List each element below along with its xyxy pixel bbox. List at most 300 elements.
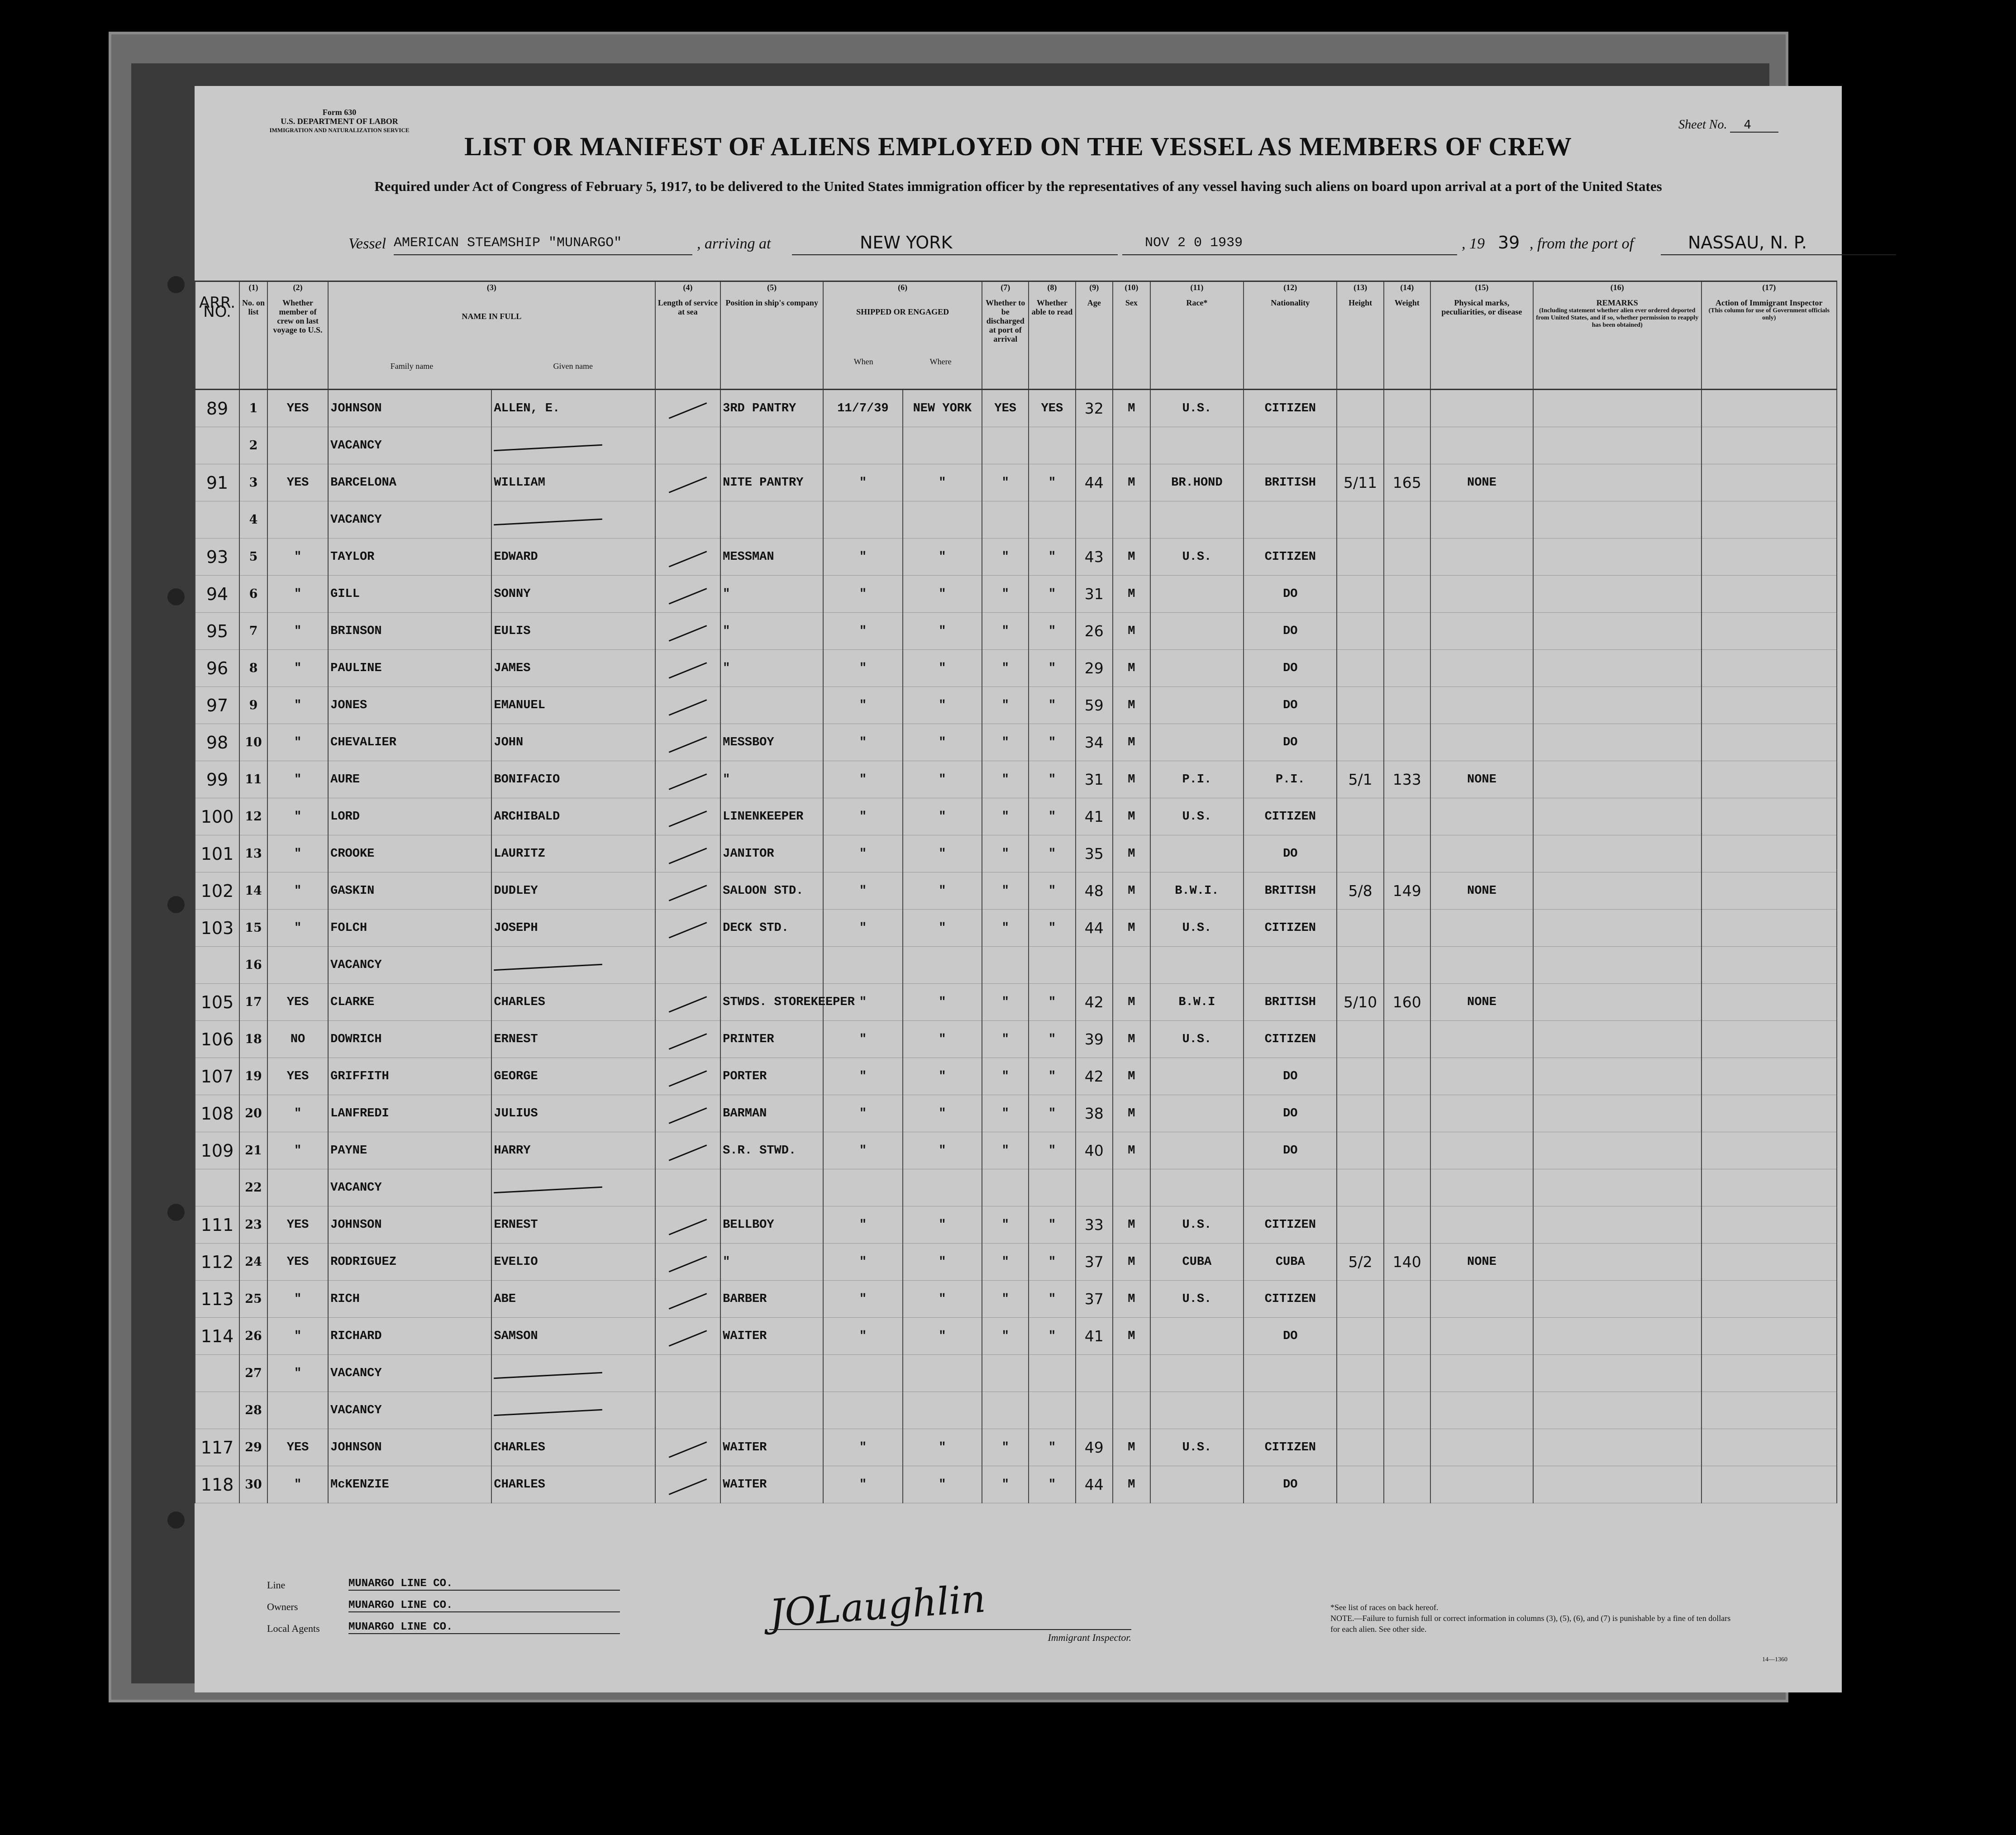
cell-given-name: CHARLES [491, 1429, 655, 1466]
cell-inspector-action [1701, 613, 1837, 650]
cell-age: 38 [1076, 1095, 1113, 1132]
line-value: MUNARGO LINE CO. [348, 1578, 620, 1591]
cell-position [720, 1169, 823, 1206]
cell-able-to-read: " [1029, 464, 1075, 501]
cell-physical-marks [1430, 1429, 1533, 1466]
cell-remarks [1533, 1429, 1701, 1466]
cell-physical-marks [1430, 1095, 1533, 1132]
cell-height [1337, 1169, 1383, 1206]
cell-shipped-where [903, 1392, 982, 1429]
arriving-port: NEW YORK [860, 233, 953, 253]
cell-inspector-action [1701, 1466, 1837, 1503]
cell-able-to-read: " [1029, 650, 1075, 687]
cell-sex: M [1113, 1466, 1150, 1503]
cell-shipped-when: " [823, 576, 902, 613]
cell-nationality: CITIZEN [1244, 1429, 1337, 1466]
cell-physical-marks [1430, 1281, 1533, 1318]
cell-weight [1384, 910, 1430, 947]
cell-arr-no: 113 [195, 1281, 239, 1318]
cell-age: 42 [1076, 1058, 1113, 1095]
vessel-name: AMERICAN STEAMSHIP "MUNARGO" [394, 235, 622, 251]
cell-physical-marks [1430, 1392, 1533, 1429]
check-stroke [669, 773, 707, 790]
cell-nationality: DO [1244, 1095, 1337, 1132]
cell-arr-no: 106 [195, 1021, 239, 1058]
cell-inspector-action [1701, 1095, 1837, 1132]
cell-inspector-action [1701, 947, 1837, 984]
table-row [195, 1169, 1837, 1206]
binder-hole [167, 276, 185, 293]
cell-inspector-action [1701, 1244, 1837, 1281]
cell-position: " [720, 1244, 823, 1281]
cell-able-to-read: " [1029, 984, 1075, 1021]
cell-given-name: JOHN [491, 724, 655, 761]
cell-remarks [1533, 539, 1701, 576]
check-stroke [669, 922, 707, 938]
table-row [195, 1244, 1837, 1281]
cell-list-no: 5 [239, 539, 267, 576]
cell-list-no: 13 [239, 835, 267, 872]
cell-sex: M [1113, 687, 1150, 724]
cell-nationality: DO [1244, 687, 1337, 724]
cell-discharged: " [982, 539, 1029, 576]
cell-position: MESSBOY [720, 724, 823, 761]
cell-arr-no: 96 [195, 650, 239, 687]
cell-remarks [1533, 1021, 1701, 1058]
cell-shipped-when [823, 1392, 902, 1429]
cell-given-name: ABE [491, 1281, 655, 1318]
cell-height [1337, 687, 1383, 724]
cell-inspector-action [1701, 910, 1837, 947]
cell-sex [1113, 427, 1150, 464]
cell-height [1337, 501, 1383, 539]
cell-height [1337, 1281, 1383, 1318]
cell-position: " [720, 576, 823, 613]
cell-family-name: RICH [328, 1281, 491, 1318]
cell-physical-marks [1430, 1132, 1533, 1169]
cell-position: 3RD PANTRY [720, 390, 823, 427]
cell-inspector-action [1701, 1058, 1837, 1095]
footer-notes [1330, 1602, 1738, 1635]
cell-able-to-read: " [1029, 1021, 1075, 1058]
col-nationality: Nationality [1244, 294, 1337, 390]
cell-sex: M [1113, 761, 1150, 798]
col-where: Where [929, 357, 952, 366]
cell-height [1337, 539, 1383, 576]
cell-remarks [1533, 1206, 1701, 1244]
cell-family-name: VACANCY [328, 427, 491, 464]
cell-inspector-action [1701, 724, 1837, 761]
cell-last-voyage: " [267, 1355, 328, 1392]
cell-age [1076, 947, 1113, 984]
blank-stroke [494, 444, 602, 451]
cell-sex: M [1113, 539, 1150, 576]
check-stroke [669, 885, 707, 901]
cell-weight [1384, 1466, 1430, 1503]
check-stroke [669, 625, 707, 641]
column-number-row: (1) (2) (3) (4) (5) (6) (7) (8) (9) (10) (11) (12) (13) (14) (15) (16) (17) [195, 281, 1837, 294]
cell-able-to-read: " [1029, 576, 1075, 613]
cell-shipped-where: " [903, 835, 982, 872]
cell-list-no: 29 [239, 1429, 267, 1466]
cell-family-name: BARCELONA [328, 464, 491, 501]
cell-family-name: CLARKE [328, 984, 491, 1021]
sheet-value: 4 [1730, 118, 1778, 133]
check-stroke [669, 1441, 707, 1458]
cell-shipped-when [823, 427, 902, 464]
cell-height [1337, 576, 1383, 613]
cell-nationality: CUBA [1244, 1244, 1337, 1281]
cell-position: " [720, 761, 823, 798]
cell-nationality: CITIZEN [1244, 798, 1337, 835]
cell-list-no: 10 [239, 724, 267, 761]
cell-inspector-action [1701, 835, 1837, 872]
cell-nationality [1244, 501, 1337, 539]
check-stroke [669, 699, 707, 715]
cell-shipped-where: " [903, 1429, 982, 1466]
cell-inspector-action [1701, 539, 1837, 576]
cell-position: JANITOR [720, 835, 823, 872]
cell-list-no: 15 [239, 910, 267, 947]
cell-discharged: " [982, 464, 1029, 501]
cell-physical-marks [1430, 613, 1533, 650]
cell-list-no: 12 [239, 798, 267, 835]
from-label: , from the port of [1530, 235, 1634, 252]
cell-given-name [491, 1169, 655, 1206]
cell-age: 37 [1076, 1281, 1113, 1318]
cell-last-voyage: YES [267, 1206, 328, 1244]
check-stroke [669, 662, 707, 678]
crew-table [195, 281, 1837, 1503]
cell-height: 5/11 [1337, 464, 1383, 501]
cell-shipped-when: " [823, 1429, 902, 1466]
table-row [195, 1429, 1837, 1466]
cell-last-voyage [267, 427, 328, 464]
table-row [195, 947, 1837, 984]
cell-shipped-where [903, 1169, 982, 1206]
cell-age: 33 [1076, 1206, 1113, 1244]
cell-weight [1384, 576, 1430, 613]
cell-sex: M [1113, 1244, 1150, 1281]
cell-weight [1384, 613, 1430, 650]
cell-shipped-when [823, 947, 902, 984]
cell-length-service [655, 539, 721, 576]
cell-race: U.S. [1150, 390, 1244, 427]
cell-physical-marks: NONE [1430, 1244, 1533, 1281]
cell-sex: M [1113, 390, 1150, 427]
cell-age: 26 [1076, 613, 1113, 650]
sheet-number [1678, 118, 1778, 132]
cell-position [720, 687, 823, 724]
cell-length-service [655, 1095, 721, 1132]
cell-last-voyage [267, 947, 328, 984]
col-shipped: SHIPPED OR ENGAGED When Where [823, 294, 982, 390]
cell-discharged [982, 1392, 1029, 1429]
cell-given-name: SAMSON [491, 1318, 655, 1355]
cell-able-to-read: " [1029, 1206, 1075, 1244]
cell-sex: M [1113, 910, 1150, 947]
cell-age: 42 [1076, 984, 1113, 1021]
cell-family-name: LANFREDI [328, 1095, 491, 1132]
cell-last-voyage [267, 1169, 328, 1206]
cell-position: PRINTER [720, 1021, 823, 1058]
cell-length-service [655, 1021, 721, 1058]
cell-inspector-action [1701, 576, 1837, 613]
cell-physical-marks [1430, 427, 1533, 464]
cell-nationality: DO [1244, 835, 1337, 872]
cell-last-voyage: YES [267, 1429, 328, 1466]
cell-discharged: " [982, 1244, 1029, 1281]
cell-last-voyage: YES [267, 1244, 328, 1281]
cell-physical-marks [1430, 910, 1533, 947]
cell-position: SALOON STD. [720, 872, 823, 910]
cell-weight [1384, 947, 1430, 984]
check-stroke [669, 588, 707, 604]
cell-nationality: CITIZEN [1244, 539, 1337, 576]
cell-shipped-when [823, 1169, 902, 1206]
cell-discharged: " [982, 687, 1029, 724]
cell-arr-no: 89 [195, 390, 239, 427]
cell-age: 43 [1076, 539, 1113, 576]
cell-sex: M [1113, 1021, 1150, 1058]
cell-discharged: " [982, 984, 1029, 1021]
cell-age: 31 [1076, 761, 1113, 798]
cell-physical-marks [1430, 1355, 1533, 1392]
cell-shipped-where: " [903, 1244, 982, 1281]
table-row [195, 984, 1837, 1021]
cell-remarks [1533, 427, 1701, 464]
cell-weight [1384, 1169, 1430, 1206]
cell-given-name: WILLIAM [491, 464, 655, 501]
cell-physical-marks [1430, 1058, 1533, 1095]
cell-remarks [1533, 1132, 1701, 1169]
cell-remarks [1533, 1058, 1701, 1095]
cell-length-service [655, 724, 721, 761]
cell-shipped-where: " [903, 464, 982, 501]
cell-nationality: CITIZEN [1244, 1021, 1337, 1058]
cell-able-to-read: " [1029, 910, 1075, 947]
cell-race [1150, 613, 1244, 650]
cell-nationality: CITIZEN [1244, 390, 1337, 427]
cell-nationality: BRITISH [1244, 984, 1337, 1021]
cell-list-no: 27 [239, 1355, 267, 1392]
cell-last-voyage: " [267, 687, 328, 724]
cell-last-voyage: YES [267, 984, 328, 1021]
cell-shipped-when: " [823, 1281, 902, 1318]
cell-remarks [1533, 1244, 1701, 1281]
cell-position [720, 1355, 823, 1392]
cell-race [1150, 724, 1244, 761]
cell-given-name: CHARLES [491, 984, 655, 1021]
penalty-note: NOTE.—Failure to furnish full or correct information in columns (3), (5), (6), and (7) is punishable by a fine of ten dollars for each alien. See other side. [1330, 1614, 1731, 1634]
cell-shipped-where: " [903, 1058, 982, 1095]
cell-position [720, 1392, 823, 1429]
cell-weight: 149 [1384, 872, 1430, 910]
col-read: Whether able to read [1029, 294, 1075, 390]
cell-nationality: CITIZEN [1244, 1206, 1337, 1244]
cell-list-no: 21 [239, 1132, 267, 1169]
cell-weight [1384, 1429, 1430, 1466]
cell-discharged: " [982, 910, 1029, 947]
cell-able-to-read: " [1029, 1466, 1075, 1503]
cell-given-name: EULIS [491, 613, 655, 650]
cell-remarks [1533, 1318, 1701, 1355]
owners-value: MUNARGO LINE CO. [348, 1599, 620, 1612]
cell-length-service [655, 1355, 721, 1392]
cell-physical-marks [1430, 1169, 1533, 1206]
cell-weight [1384, 724, 1430, 761]
cell-length-service [655, 835, 721, 872]
cell-arr-no: 114 [195, 1318, 239, 1355]
table-row [195, 1281, 1837, 1318]
cell-arr-no: 105 [195, 984, 239, 1021]
manifest-page [195, 86, 1842, 1692]
cell-physical-marks [1430, 650, 1533, 687]
cell-given-name: ALLEN, E. [491, 390, 655, 427]
cell-last-voyage: " [267, 761, 328, 798]
cell-list-no: 8 [239, 650, 267, 687]
cell-able-to-read [1029, 947, 1075, 984]
cell-sex: M [1113, 1429, 1150, 1466]
cell-remarks [1533, 798, 1701, 835]
cell-discharged: " [982, 872, 1029, 910]
cell-arr-no [195, 501, 239, 539]
cell-last-voyage: " [267, 1281, 328, 1318]
cell-shipped-where [903, 427, 982, 464]
cell-position: " [720, 613, 823, 650]
cell-height [1337, 1021, 1383, 1058]
cell-length-service [655, 984, 721, 1021]
cell-race: BR.HOND [1150, 464, 1244, 501]
table-row [195, 613, 1837, 650]
cell-last-voyage: " [267, 1466, 328, 1503]
table-row [195, 910, 1837, 947]
cell-list-no: 6 [239, 576, 267, 613]
cell-list-no: 26 [239, 1318, 267, 1355]
check-stroke [669, 736, 707, 753]
cell-able-to-read [1029, 427, 1075, 464]
cell-given-name: DUDLEY [491, 872, 655, 910]
cell-given-name: JAMES [491, 650, 655, 687]
cell-physical-marks [1430, 835, 1533, 872]
cell-sex [1113, 947, 1150, 984]
cell-sex: M [1113, 1281, 1150, 1318]
form-number: Form 630 [322, 108, 357, 117]
cell-nationality: DO [1244, 1058, 1337, 1095]
cell-height: 5/1 [1337, 761, 1383, 798]
cell-inspector-action [1701, 1318, 1837, 1355]
cell-length-service [655, 1318, 721, 1355]
cell-race [1150, 427, 1244, 464]
cell-nationality: BRITISH [1244, 464, 1337, 501]
cell-family-name: FOLCH [328, 910, 491, 947]
cell-discharged: YES [982, 390, 1029, 427]
form-code: 14—1360 [1762, 1656, 1787, 1663]
cell-family-name: PAULINE [328, 650, 491, 687]
check-stroke [669, 1478, 707, 1495]
cell-weight [1384, 1318, 1430, 1355]
check-stroke [669, 1330, 707, 1346]
col-last-voyage: Whether member of crew on last voyage to U.S. [267, 294, 328, 390]
cell-list-no: 30 [239, 1466, 267, 1503]
cell-height: 5/2 [1337, 1244, 1383, 1281]
cell-length-service [655, 687, 721, 724]
cell-discharged: " [982, 724, 1029, 761]
cell-family-name: TAYLOR [328, 539, 491, 576]
cell-position: DECK STD. [720, 910, 823, 947]
cell-position: BARBER [720, 1281, 823, 1318]
cell-family-name: VACANCY [328, 947, 491, 984]
cell-sex: M [1113, 984, 1150, 1021]
cell-shipped-when [823, 501, 902, 539]
cell-list-no: 14 [239, 872, 267, 910]
cell-nationality: DO [1244, 613, 1337, 650]
cell-last-voyage: YES [267, 464, 328, 501]
cell-height: 5/8 [1337, 872, 1383, 910]
cell-weight [1384, 1021, 1430, 1058]
cell-height [1337, 1206, 1383, 1244]
check-stroke [669, 1256, 707, 1272]
cell-given-name [491, 947, 655, 984]
cell-family-name: VACANCY [328, 1355, 491, 1392]
cell-remarks [1533, 1169, 1701, 1206]
cell-able-to-read: " [1029, 1058, 1075, 1095]
cell-position: S.R. STWD. [720, 1132, 823, 1169]
cell-last-voyage: " [267, 724, 328, 761]
cell-shipped-when: " [823, 1244, 902, 1281]
table-row [195, 539, 1837, 576]
cell-length-service [655, 1132, 721, 1169]
arr-no-header: ARR. NO. [195, 294, 239, 390]
cell-length-service [655, 798, 721, 835]
cell-list-no: 20 [239, 1095, 267, 1132]
cell-able-to-read: " [1029, 1244, 1075, 1281]
cell-position: MESSMAN [720, 539, 823, 576]
table-row [195, 390, 1837, 427]
cell-able-to-read: " [1029, 872, 1075, 910]
cell-position: " [720, 650, 823, 687]
cell-given-name: EMANUEL [491, 687, 655, 724]
cell-physical-marks: NONE [1430, 464, 1533, 501]
cell-shipped-where: " [903, 761, 982, 798]
cell-arr-no: 102 [195, 872, 239, 910]
cell-nationality: DO [1244, 1466, 1337, 1503]
cell-nationality: DO [1244, 576, 1337, 613]
cell-age: 59 [1076, 687, 1113, 724]
cell-discharged [982, 947, 1029, 984]
blank-stroke [494, 1409, 602, 1416]
cell-race: B.W.I [1150, 984, 1244, 1021]
cell-given-name: JULIUS [491, 1095, 655, 1132]
col-name: NAME IN FULL Family name Given name [328, 294, 655, 390]
cell-able-to-read: " [1029, 724, 1075, 761]
cell-height [1337, 427, 1383, 464]
cell-shipped-when: " [823, 464, 902, 501]
cell-position: STWDS. STOREKEEPER [720, 984, 823, 1021]
check-stroke [669, 848, 707, 864]
cell-weight [1384, 835, 1430, 872]
cell-height [1337, 613, 1383, 650]
cell-physical-marks [1430, 1206, 1533, 1244]
cell-position: LINENKEEPER [720, 798, 823, 835]
owners-label: Owners [267, 1601, 298, 1612]
cell-shipped-where: " [903, 724, 982, 761]
cell-last-voyage [267, 1392, 328, 1429]
cell-list-no: 3 [239, 464, 267, 501]
cell-race [1150, 576, 1244, 613]
cell-shipped-when [823, 1355, 902, 1392]
cell-length-service [655, 1206, 721, 1244]
